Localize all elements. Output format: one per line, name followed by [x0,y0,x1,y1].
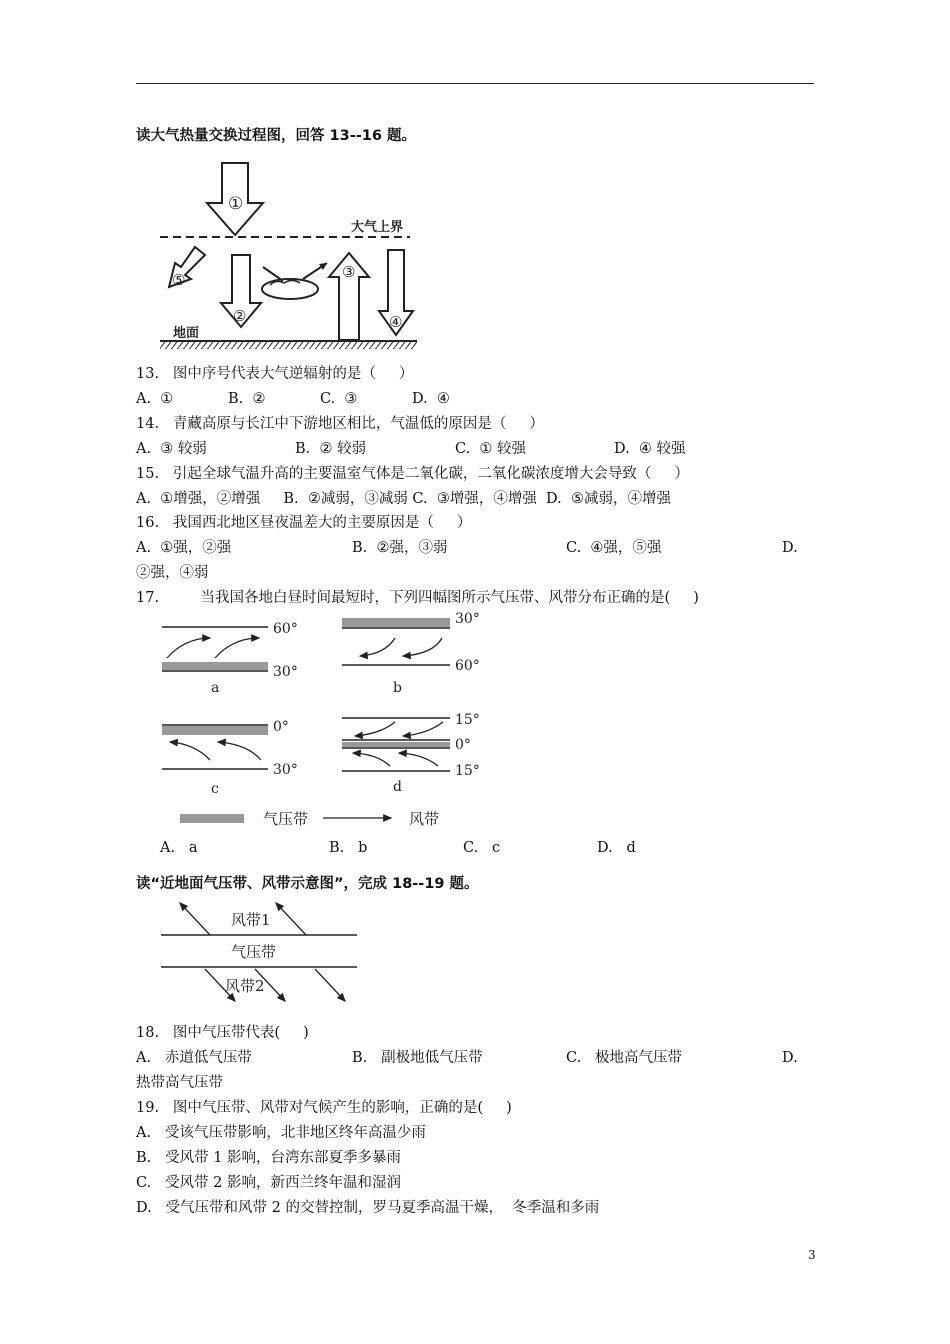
panel-b [342,611,480,696]
q13-option-d[interactable]: D. ④ [412,391,450,407]
section-intro-1: 读大气热量交换过程图，回答 13--16 题。 [136,128,416,144]
svg-text:15°: 15° [455,712,480,728]
svg-text:d: d [393,779,402,795]
q18-option-d[interactable]: D. [782,1050,798,1066]
wind1-arrow-b [276,903,306,935]
label-wind1: 风带1 [231,911,271,929]
label-n3: ③ [342,263,356,281]
q17-option-c[interactable]: C. c [463,840,501,856]
belts-panels-diagram [155,608,495,833]
q19-stem: 19. 图中气压带、风带对气候产生的影响，正确的是( ) [136,1100,512,1116]
label-belt: 气压带 [231,943,277,961]
q18-option-c[interactable]: C. 极地高气压带 [566,1050,683,1066]
q14-option-c[interactable]: C. ① 较强 [455,441,527,457]
q16-option-d-cont[interactable]: ②强，④弱 [136,565,209,581]
wind2-arrow-c [315,969,345,1001]
header-rule [136,83,814,84]
label-n2: ② [233,307,247,325]
q16-option-c[interactable]: C. ④强，⑤强 [566,540,662,556]
svg-text:15°: 15° [455,763,480,779]
svg-text:60°: 60° [455,658,480,674]
section-intro-2: 读“近地面气压带、风带示意图”，完成 18--19 题。 [136,876,479,892]
q16-stem: 16. 我国西北地区昼夜温差大的主要原因是（ ） [136,515,472,531]
svg-text:b: b [393,680,402,696]
q13-option-c[interactable]: C. ③ [320,391,358,407]
svg-text:a: a [211,680,220,696]
svg-text:气压带: 气压带 [263,810,309,828]
q18-option-b[interactable]: B. 副极地低气压带 [352,1050,483,1066]
svg-text:0°: 0° [273,719,289,735]
legend-belt-swatch [180,814,244,823]
svg-text:风带: 风带 [409,810,440,828]
legend [180,810,439,828]
q14-option-a[interactable]: A. ③ 较弱 [136,441,207,457]
label-wind2: 风带2 [225,977,265,995]
q19-option-c[interactable]: C. 受风带 2 影响，新西兰终年温和湿润 [136,1175,401,1191]
svg-text:30°: 30° [455,611,480,627]
label-ground: 地面 [173,326,200,341]
q14-option-d[interactable]: D. ④ 较强 [614,441,686,457]
svg-text:c: c [211,781,219,797]
panel-d [342,712,480,795]
panel-a-pressure-belt [162,662,268,670]
q16-option-a[interactable]: A. ①强，②强 [136,540,232,556]
near-surface-belts-diagram [155,895,365,1013]
q16-option-b[interactable]: B. ②强，③弱 [352,540,448,556]
svg-text:30°: 30° [273,664,298,680]
q13-stem: 13. 图中序号代表大气逆辐射的是（ ） [136,366,414,382]
panel-b-pressure-belt [342,618,450,627]
q18-option-d-cont[interactable]: 热带高气压带 [136,1075,223,1091]
label-n1: ① [228,194,244,214]
q15-options[interactable]: A. ①增强，②增强 B. ②减弱，③减弱 C. ③增强，④增强 D. ⑤减弱，④增强 [136,491,671,507]
label-atmosphere-top: 大气上界 [351,220,404,235]
q17-stem: 17. 当我国各地白昼时间最短时，下列四幅图所示气压带、风带分布正确的是( ) [136,590,699,606]
q17-option-b[interactable]: B. b [329,840,368,856]
svg-text:0°: 0° [455,737,471,753]
q17-option-a[interactable]: A. a [160,840,198,856]
q17-option-d[interactable]: D. d [597,840,636,856]
q15-stem: 15. 引起全球气温升高的主要温室气体是二氧化碳，二氧化碳浓度增大会导致（ ） [136,466,689,482]
q18-option-a[interactable]: A. 赤道低气压带 [136,1050,252,1066]
q14-stem: 14. 青藏高原与长江中下游地区相比，气温低的原因是（ ） [136,416,544,432]
svg-text:60°: 60° [273,621,298,637]
q14-option-b[interactable]: B. ② 较弱 [295,441,367,457]
heat-exchange-diagram [155,155,425,350]
q19-option-d[interactable]: D. 受气压带和风带 2 的交替控制，罗马夏季高温干燥， 冬季温和多雨 [136,1200,600,1216]
q13-option-a[interactable]: A. ① [136,391,174,407]
q19-option-a[interactable]: A. 受该气压带影响，北非地区终年高温少雨 [136,1125,426,1141]
q18-stem: 18. 图中气压带代表( ) [136,1025,309,1041]
svg-text:30°: 30° [273,762,298,778]
panel-c-pressure-belt [162,726,268,735]
page-number: 3 [808,1248,816,1262]
label-n4: ④ [389,313,403,331]
cloud [262,279,318,299]
panel-c [162,719,298,797]
wind1-arrow-a [180,903,210,935]
label-n5: ⑤ [172,271,186,289]
q13-option-b[interactable]: B. ② [228,391,266,407]
q19-option-b[interactable]: B. 受风带 1 影响，台湾东部夏季多暴雨 [136,1150,402,1166]
panel-d-pressure-belt [342,742,450,747]
q16-option-d[interactable]: D. [782,540,798,556]
panel-a [162,621,298,696]
